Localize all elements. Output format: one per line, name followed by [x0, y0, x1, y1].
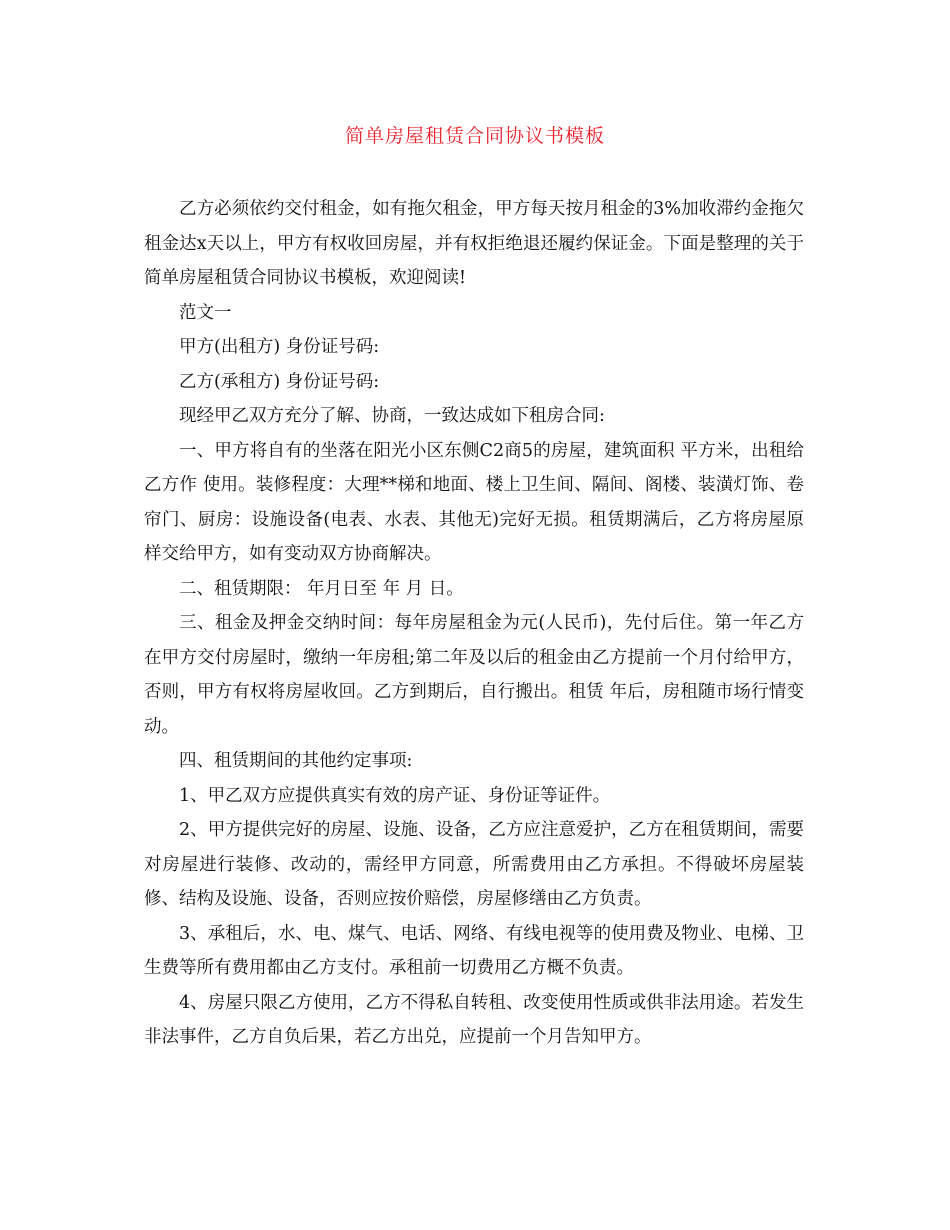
paragraph-party-a: 甲方(出租方) 身份证号码: — [179, 337, 380, 357]
paragraph-clause-2: 二、租赁期限： 年月日至 年 月 日。 — [179, 578, 464, 599]
document-title: 简单房屋租赁合同协议书模板 — [344, 125, 605, 147]
paragraph-clause-3: 三、租金及押金交纳时间：每年房屋租金为元(人民币)，先付后住。第一年乙方在甲方交付房屋时，缴纳一年房租;第二年及以后的租金由乙方提前一个月付给甲方，否则，甲方有权将房屋收回。乙方到期后，自行搬出。租赁 年后，房租随市场行情变动。 — [144, 613, 804, 737]
paragraph-sample-heading: 范文一 — [179, 302, 232, 323]
paragraph-party-b: 乙方(承租方) 身份证号码: — [179, 371, 380, 392]
paragraph-item-3: 3、承租后，水、电、煤气、电话、网络、有线电视等的使用费及物业、电梯、卫生费等所有费用都由乙方支付。承租前一切费用乙方概不负责。 — [144, 923, 804, 978]
paragraph-item-1: 1、甲乙双方应提供真实有效的房产证、身份证等证件。 — [179, 785, 611, 806]
paragraph-item-2: 2、甲方提供完好的房屋、设施、设备，乙方应注意爱护，乙方在租赁期间，需要对房屋进行装修、改动的，需经甲方同意，所需费用由乙方承担。不得破坏房屋装修、结构及设施、设备，否则应按价赔偿，房屋修缮由乙方负责。 — [144, 820, 804, 909]
paragraph-intro: 乙方必须依约交付租金，如有拖欠租金，甲方每天按月租金的3%加收滞约金拖欠租金达x天以上，甲方有权收回房屋，并有权拒绝退还履约保证金。下面是整理的关于简单房屋租赁合同协议书模板，欢迎阅读! — [144, 199, 804, 288]
document-body — [144, 192, 804, 1055]
paragraph-item-4: 4、房屋只限乙方使用，乙方不得私自转租、改变使用性质或供非法用途。若发生非法事件，乙方自负后果，若乙方出兑，应提前一个月告知甲方。 — [144, 992, 804, 1047]
paragraph-clause-1: 一、甲方将自有的坐落在阳光小区东侧C2商5的房屋，建筑面积 平方米，出租给乙方作 使用。装修程度：大理**梯和地面、楼上卫生间、隔间、阁楼、装潢灯饰、卷帘门、厨房：设施设备(电表、水表、其他无)完好无损。租赁期满后，乙方将房屋原样交给甲方，如有变动双方协商解决。 — [144, 440, 804, 564]
paragraph-agreement: 现经甲乙双方充分了解、协商，一致达成如下租房合同: — [179, 406, 605, 426]
paragraph-clause-4: 四、租赁期间的其他约定事项: — [179, 751, 413, 771]
